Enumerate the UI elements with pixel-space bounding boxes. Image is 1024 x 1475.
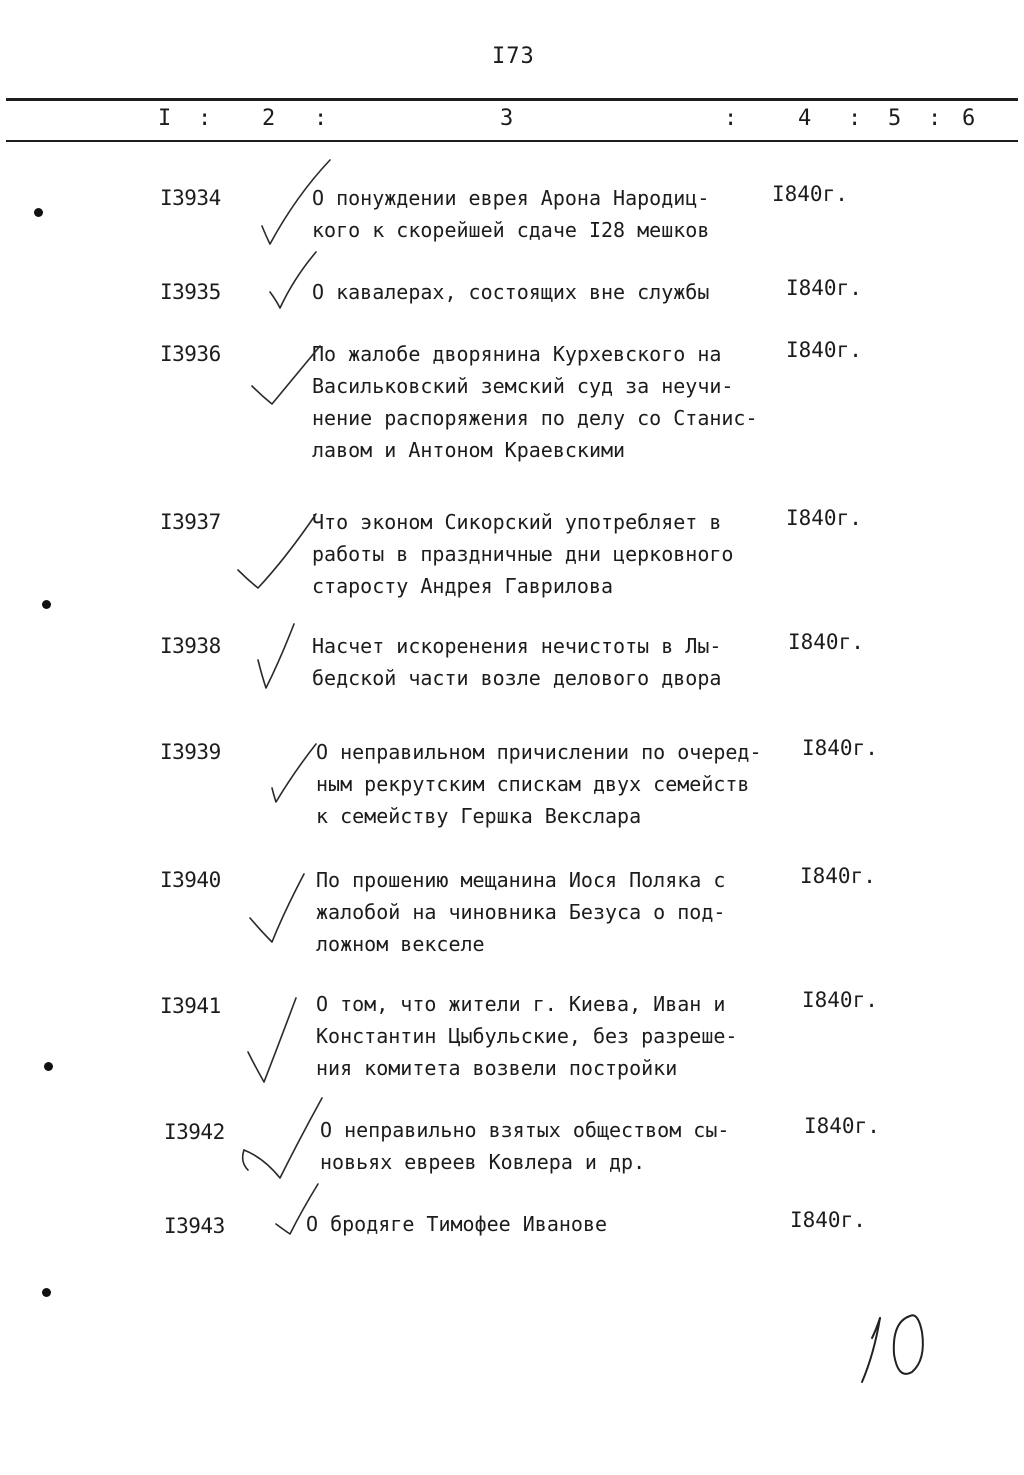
entry-number: I3939 xyxy=(160,740,221,764)
entry-line: Константин Цыбульские, без разреше- xyxy=(316,1024,738,1048)
entry-line: О неправильном причислении по очеред- xyxy=(316,740,762,764)
entry-number: I3938 xyxy=(160,634,221,658)
column-header-row xyxy=(0,104,1024,136)
entry-number: I3934 xyxy=(160,186,221,210)
column-separator: : xyxy=(928,106,942,131)
entry-description xyxy=(312,276,782,308)
entry-description xyxy=(306,1208,776,1240)
entry-line: По прошению мещанина Иося Поляка с xyxy=(316,868,726,892)
entry-number: I3943 xyxy=(164,1214,225,1238)
entry-line: Насчет искоренения нечистоты в Лы- xyxy=(312,634,722,658)
entry-line: работы в праздничные дни церковного xyxy=(312,542,734,566)
check-mark-icon xyxy=(252,620,312,700)
entry-description xyxy=(320,1114,790,1178)
check-mark-icon xyxy=(266,740,326,820)
check-mark-icon xyxy=(272,1180,332,1240)
entry-description xyxy=(312,506,782,602)
entry-line: О кавалерах, состоящих вне службы xyxy=(312,280,710,304)
page-number: I73 xyxy=(492,44,535,69)
entry-number: I3941 xyxy=(160,994,221,1018)
entry-line: бедской части возле делового двора xyxy=(312,666,722,690)
entry-line: старосту Андрея Гаврилова xyxy=(312,574,614,598)
check-mark-icon xyxy=(248,340,328,420)
entry-number: I3942 xyxy=(164,1120,225,1144)
entry-year: I840г. xyxy=(800,864,876,888)
entry-line: нение распоряжения по делу со Станис- xyxy=(312,406,758,430)
check-mark-icon xyxy=(256,156,336,256)
entry-year: I840г. xyxy=(772,182,848,206)
entry-description xyxy=(312,338,782,466)
entry-description xyxy=(312,630,782,694)
entry-line: к семейству Гершка Векслара xyxy=(316,804,642,828)
entry-line: жалобой на чиновника Безуса о под- xyxy=(316,900,726,924)
column-header-6: 6 xyxy=(962,106,976,131)
entry-number: I3937 xyxy=(160,510,221,534)
check-mark-icon xyxy=(244,992,304,1092)
entry-year: I840г. xyxy=(802,736,878,760)
entry-year: I840г. xyxy=(804,1114,880,1138)
margin-dot xyxy=(34,208,43,217)
column-header-4: 4 xyxy=(798,106,812,131)
header-rule-bottom xyxy=(6,140,1018,142)
check-mark-icon xyxy=(264,248,324,318)
entry-line: новьях евреев Ковлера и др. xyxy=(320,1150,646,1174)
check-mark-icon xyxy=(234,508,324,598)
check-mark-icon xyxy=(244,866,314,956)
entry-line: О понуждении еврея Арона Народиц- xyxy=(312,186,710,210)
entry-line: Васильковский земский суд за неучи- xyxy=(312,374,734,398)
entry-line: О том, что жители г. Киева, Иван и xyxy=(316,992,726,1016)
entry-line: ным рекрутским спискам двух семейств xyxy=(316,772,750,796)
entry-year: I840г. xyxy=(786,276,862,300)
entry-year: I840г. xyxy=(786,506,862,530)
margin-dot xyxy=(42,600,51,609)
entry-year: I840г. xyxy=(786,338,862,362)
entry-year: I840г. xyxy=(790,1208,866,1232)
margin-dot xyxy=(42,1288,51,1297)
entry-description xyxy=(316,864,786,960)
entry-line: лавом и Антоном Краевскими xyxy=(312,438,626,462)
column-header-1: I xyxy=(158,106,172,131)
column-separator: : xyxy=(198,106,212,131)
header-rule-top xyxy=(6,98,1018,101)
entry-number: I3940 xyxy=(160,868,221,892)
column-header-5: 5 xyxy=(888,106,902,131)
column-separator: : xyxy=(314,106,328,131)
entry-line: Что эконом Сикорский употребляет в xyxy=(312,510,722,534)
entry-number: I3936 xyxy=(160,342,221,366)
column-header-2: 2 xyxy=(262,106,276,131)
entry-line: ложном векселе xyxy=(316,932,485,956)
entry-line: О бродяге Тимофее Иванове xyxy=(306,1212,608,1236)
handwritten-sheet-number xyxy=(850,1310,940,1390)
entry-description xyxy=(316,988,786,1084)
entry-number: I3935 xyxy=(160,280,221,304)
check-mark-icon xyxy=(236,1094,326,1194)
entry-line: По жалобе дворянина Курхевского на xyxy=(312,342,722,366)
entry-line: кого к скорейшей сдаче I28 мешков xyxy=(312,218,710,242)
entry-year: I840г. xyxy=(802,988,878,1012)
entry-year: I840г. xyxy=(788,630,864,654)
column-separator: : xyxy=(848,106,862,131)
entry-description xyxy=(312,182,782,246)
column-separator: : xyxy=(724,106,738,131)
entry-line: ния комитета возвели постройки xyxy=(316,1056,678,1080)
entry-description xyxy=(316,736,786,832)
margin-dot xyxy=(44,1062,53,1071)
column-header-3: 3 xyxy=(500,106,514,131)
entry-line: О неправильно взятых обществом сы- xyxy=(320,1118,730,1142)
